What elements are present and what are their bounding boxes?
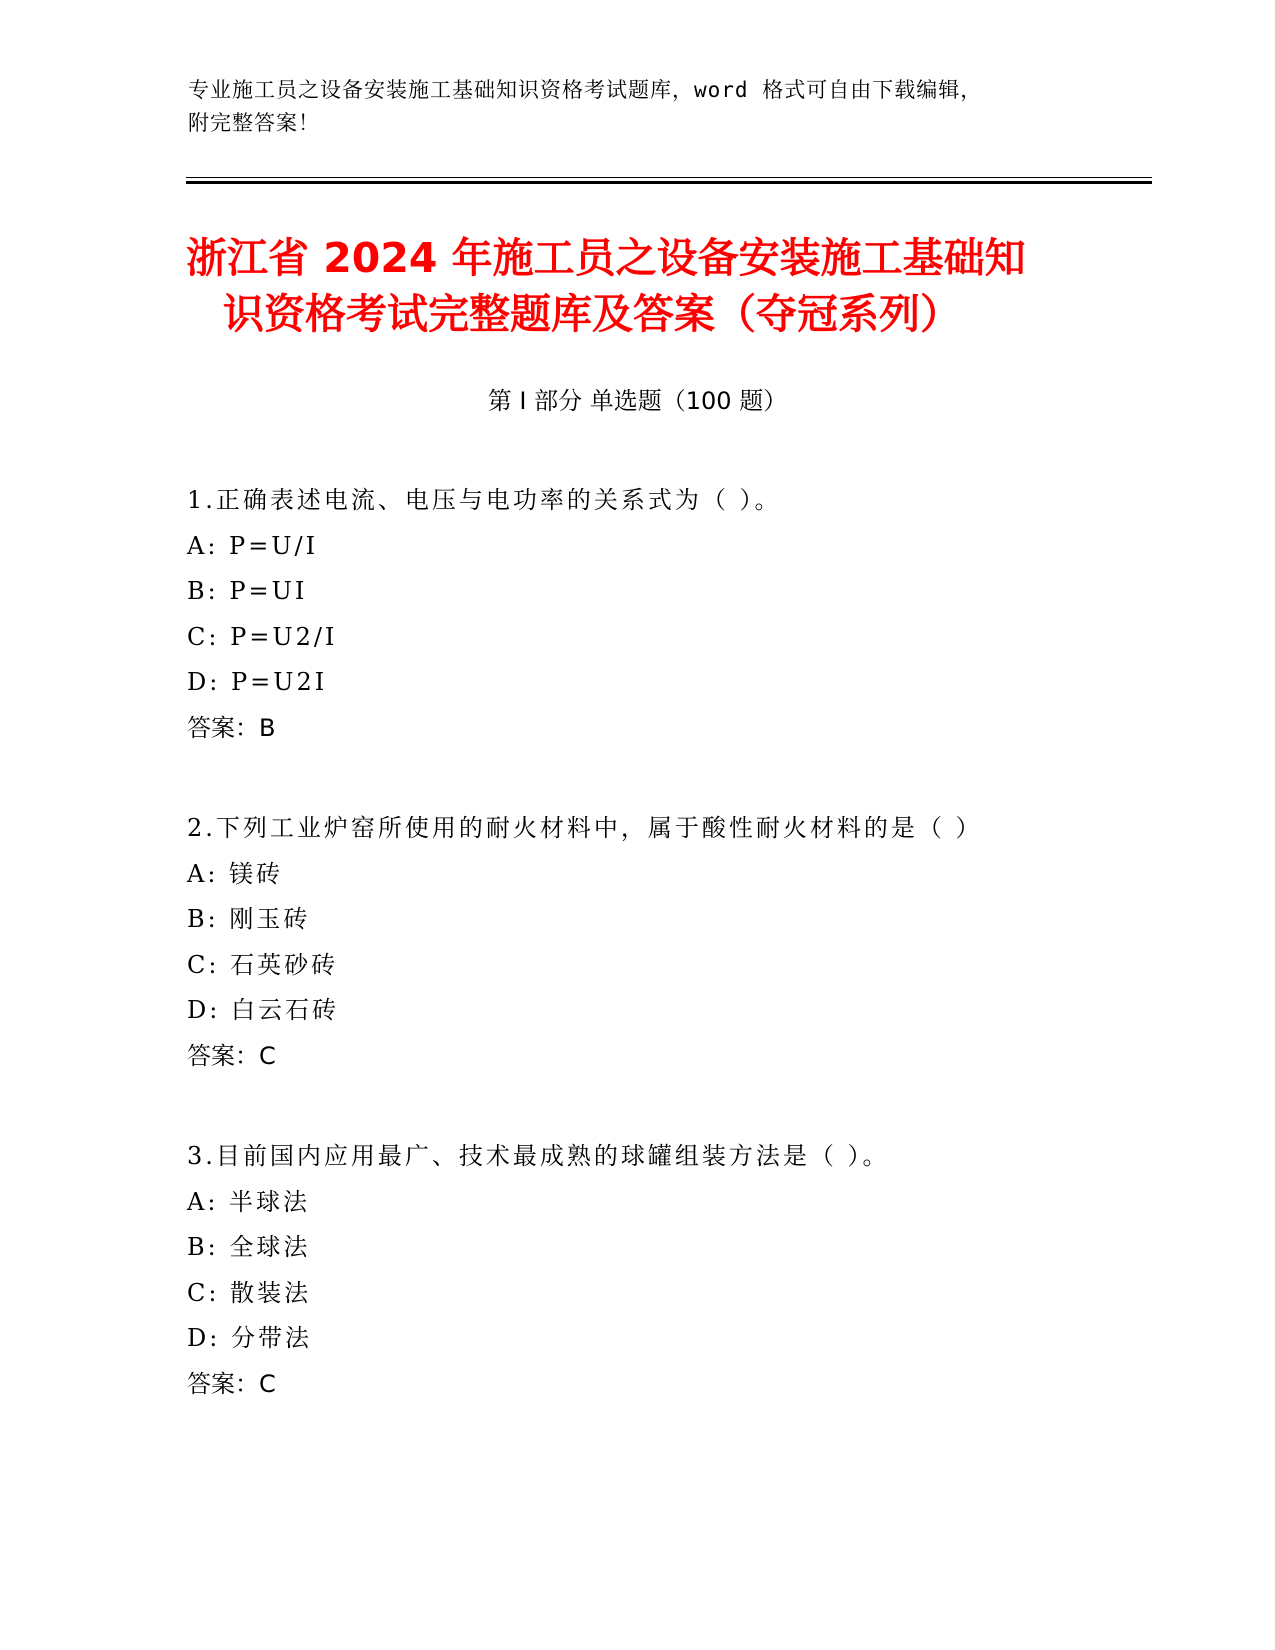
question-stem: 3.目前国内应用最广、技术最成熟的球罐组装方法是（ ）。 <box>187 1142 890 1170</box>
option-c: C: P=U2/I <box>187 622 338 651</box>
answer-line: 答案：B <box>187 713 276 742</box>
document-title-line-1: 浙江省 2024 年施工员之设备安装施工基础知 <box>186 234 1026 282</box>
option-b: B: 刚玉砖 <box>187 905 311 933</box>
question-2 <box>187 806 1147 1079</box>
option-a: A: 镁砖 <box>187 859 284 888</box>
option-c: C: 石英砂砖 <box>187 950 339 979</box>
question-stem: 2.下列工业炉窑所使用的耐火材料中，属于酸性耐火材料的是（ ） <box>187 814 983 842</box>
header-divider-thick <box>186 181 1152 184</box>
option-d: D: P=U2I <box>187 668 328 696</box>
option-a: A: P=U/I <box>187 531 319 560</box>
header-note <box>188 74 1088 140</box>
document-title <box>186 230 1086 342</box>
question-1 <box>187 478 1147 751</box>
question-stem: 1.正确表述电流、电压与电功率的关系式为（ ）。 <box>187 486 782 514</box>
question-list <box>187 478 1147 1462</box>
document-title-line-2: 识资格考试完整题库及答案（夺冠系列） <box>223 290 961 338</box>
header-note-line-2: 附完整答案！ <box>188 111 320 135</box>
answer-line: 答案：C <box>187 1369 276 1398</box>
header-divider-thin <box>186 177 1152 178</box>
header-note-line-1: 专业施工员之设备安装施工基础知识资格考试题库，word 格式可自由下载编辑， <box>188 78 983 102</box>
option-c: C: 散装法 <box>187 1278 312 1307</box>
option-d: D: 分带法 <box>187 1324 312 1352</box>
option-b: B: 全球法 <box>187 1233 311 1261</box>
option-d: D: 白云石砖 <box>187 996 339 1024</box>
section-heading: 第 I 部分 单选题（100 题） <box>487 387 788 415</box>
question-3 <box>187 1134 1147 1407</box>
option-b: B: P=UI <box>187 577 308 605</box>
answer-line: 答案：C <box>187 1041 276 1070</box>
option-a: A: 半球法 <box>187 1187 311 1216</box>
